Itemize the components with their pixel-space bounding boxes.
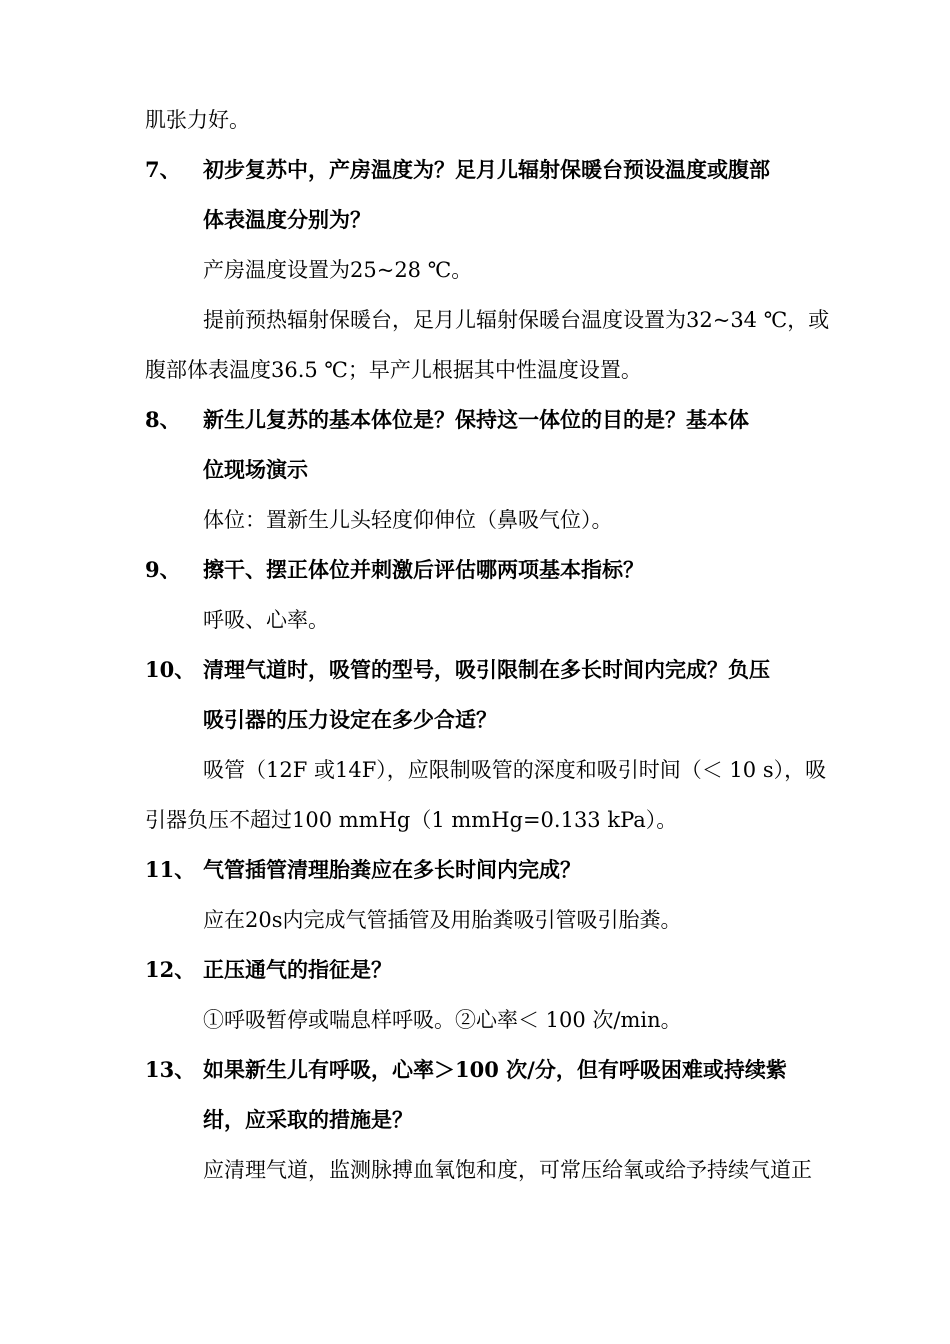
question-10-text-line-2: 吸引器的压力设定在多少合适？	[203, 707, 497, 732]
answer-7-line-2: 提前预热辐射保暖台，足月儿辐射保暖台温度设置为32~34 ℃，或	[203, 308, 830, 332]
answer-10-line-1: 吸管（12F 或14F），应限制吸管的深度和吸引时间（＜ 10 s），吸	[203, 758, 827, 782]
answer-13-line-1: 应清理气道，监测脉搏血氧饱和度，可常压给氧或给予持续气道正	[203, 1158, 812, 1182]
question-7-text-line-1: 初步复苏中，产房温度为？足月儿辐射保暖台预设温度或腹部	[203, 157, 770, 182]
question-10-number: 10、	[145, 657, 196, 682]
question-9-text-line-1: 擦干、摆正体位并刺激后评估哪两项基本指标？	[203, 557, 644, 582]
question-8-number: 8、	[145, 407, 181, 432]
answer-7-line-1: 产房温度设置为25~28 ℃。	[203, 258, 473, 282]
answer-12-line-1: ①呼吸暂停或喘息样呼吸。②心率＜ 100 次/min。	[203, 1008, 682, 1032]
question-11-text-line-1: 气管插管清理胎粪应在多长时间内完成？	[203, 857, 581, 882]
answer-8-line-1: 体位：置新生儿头轻度仰伸位（鼻吸气位）。	[203, 508, 613, 532]
question-13-number: 13、	[145, 1057, 196, 1082]
question-7-number: 7、	[145, 157, 181, 182]
answer-7-line-3: 腹部体表温度36.5 ℃；早产儿根据其中性温度设置。	[145, 358, 642, 382]
question-7-text-line-2: 体表温度分别为？	[203, 207, 371, 232]
question-13-text-line-2: 绀，应采取的措施是？	[203, 1107, 413, 1132]
question-12-text-line-1: 正压通气的指征是？	[203, 957, 392, 982]
answer-9-line-1: 呼吸、心率。	[203, 608, 329, 632]
question-10-text-line-1: 清理气道时，吸管的型号，吸引限制在多长时间内完成？负压	[203, 657, 770, 682]
question-13-text-line-1: 如果新生儿有呼吸，心率＞100 次/分，但有呼吸困难或持续紫	[203, 1057, 787, 1082]
question-9-number: 9、	[145, 557, 181, 582]
question-8-text-line-1: 新生儿复苏的基本体位是？保持这一体位的目的是？基本体	[203, 407, 749, 432]
question-11-number: 11、	[145, 857, 196, 882]
continued-answer-text: 肌张力好。	[145, 108, 250, 132]
question-8-text-line-2: 位现场演示	[203, 457, 308, 482]
answer-10-line-2: 引器负压不超过100 mmHg（1 mmHg=0.133 kPa）。	[145, 808, 678, 832]
question-12-number: 12、	[145, 957, 196, 982]
answer-11-line-1: 应在20s内完成气管插管及用胎粪吸引管吸引胎粪。	[203, 908, 682, 932]
